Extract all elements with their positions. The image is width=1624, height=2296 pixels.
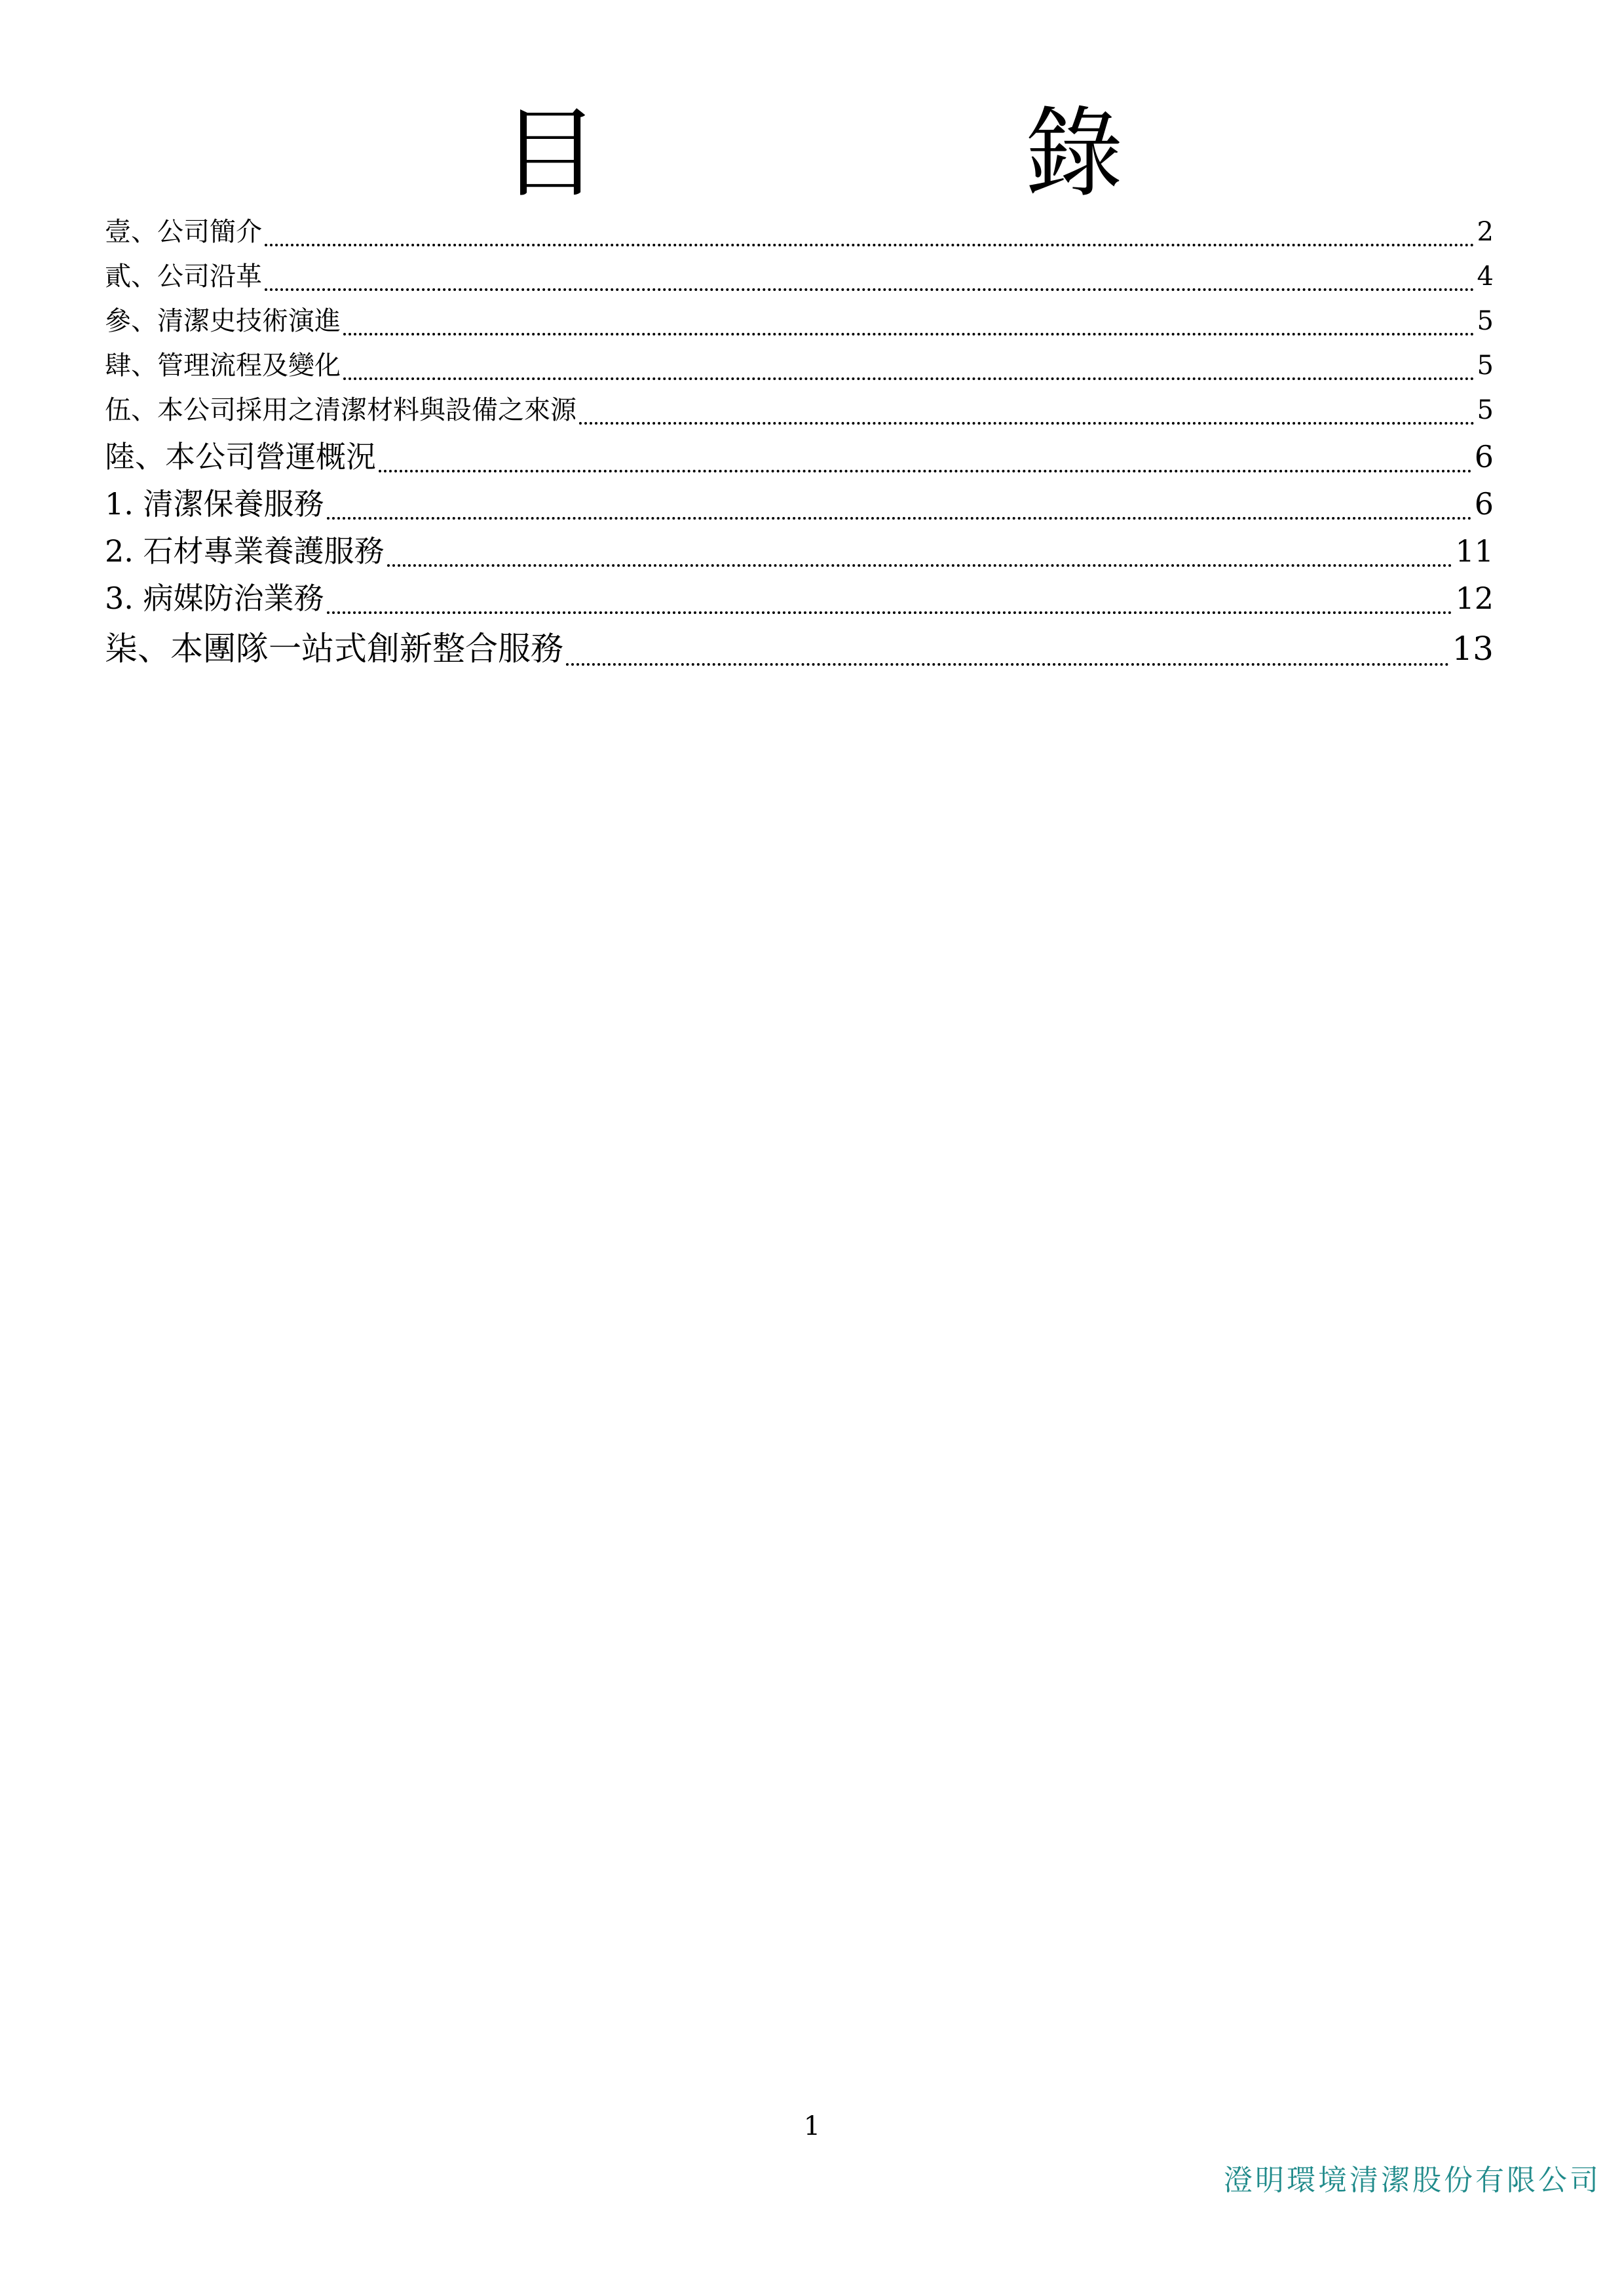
toc-entry[interactable]: [105, 347, 1494, 385]
page-number: 1: [803, 2111, 821, 2141]
footer-company-name: 澄明環境清潔股份有限公司: [1224, 2164, 1601, 2197]
toc-leader-dots: [343, 358, 1475, 385]
toc-entry-label: 貳、公司沿革: [105, 261, 262, 292]
toc-leader-dots: [265, 269, 1475, 296]
toc-entry-page: 4: [1477, 261, 1494, 292]
toc-entry-page: 6: [1474, 439, 1494, 474]
toc-entry-page: 12: [1455, 581, 1494, 616]
toc-entry-page: 5: [1477, 395, 1494, 425]
toc-entry[interactable]: [105, 258, 1494, 296]
toc-entry-label: 1. 清潔保養服務: [105, 486, 324, 522]
toc-entry[interactable]: [105, 483, 1494, 525]
toc-entry-label: 3. 病媒防治業務: [105, 581, 324, 616]
toc-leader-dots: [343, 314, 1475, 340]
page-title: 目 錄: [500, 97, 1287, 211]
toc-entry-label: 參、清潔史技術演進: [105, 306, 341, 336]
toc-entry-label: 陸、本公司營運概況: [105, 439, 376, 474]
toc-leader-dots: [265, 225, 1475, 251]
toc-entry-label: 伍、本公司採用之清潔材料與設備之來源: [105, 395, 576, 425]
toc-entry[interactable]: [105, 213, 1494, 251]
toc-entry-label: 肆、管理流程及變化: [105, 351, 341, 381]
toc-leader-dots: [327, 589, 1453, 619]
toc-entry[interactable]: [105, 302, 1494, 340]
toc-entry-page: 2: [1477, 217, 1494, 247]
toc-entry-page: 11: [1455, 533, 1494, 569]
toc-leader-dots: [579, 403, 1475, 429]
toc-entry-label: 壹、公司簡介: [105, 217, 262, 247]
toc-entry-page: 13: [1452, 630, 1494, 668]
toc-entry[interactable]: [105, 391, 1494, 429]
toc-entry[interactable]: [105, 436, 1494, 478]
toc-entry-label: 2. 石材專業養護服務: [105, 533, 385, 569]
toc-entry[interactable]: [105, 577, 1494, 619]
toc-leader-dots: [566, 639, 1449, 672]
toc-leader-dots: [327, 495, 1472, 525]
toc-leader-dots: [379, 448, 1472, 478]
toc-entry-page: 5: [1477, 306, 1494, 336]
toc-leader-dots: [387, 542, 1453, 572]
toc-entry[interactable]: [105, 626, 1494, 672]
toc-entry[interactable]: [105, 530, 1494, 572]
toc-entry-page: 5: [1477, 351, 1494, 381]
toc-entry-label: 柒、本團隊一站式創新整合服務: [105, 630, 563, 668]
toc-entry-page: 6: [1474, 486, 1494, 522]
